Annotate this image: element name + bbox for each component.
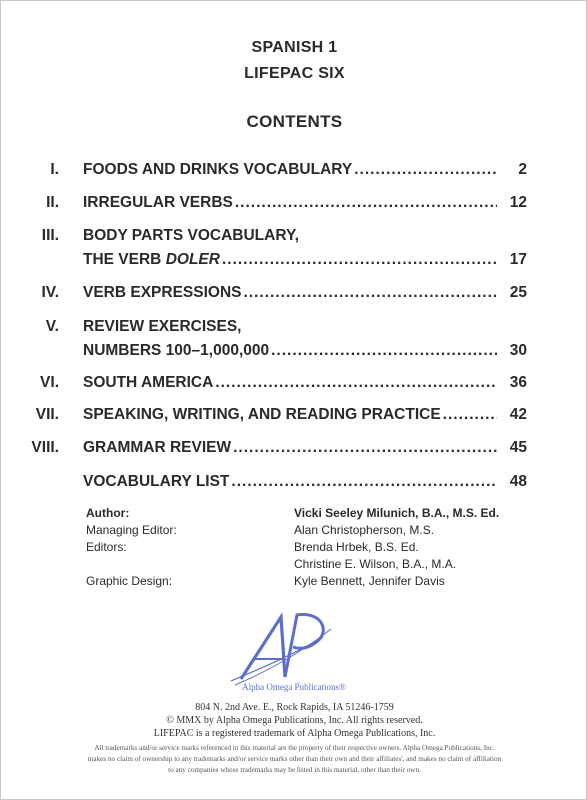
toc-page-number: 2 (518, 161, 527, 178)
toc-number: II. (46, 194, 59, 211)
graphic-design-label: Graphic Design: (86, 574, 173, 588)
toc-number: IV. (41, 284, 59, 301)
toc-entry (83, 374, 499, 392)
unit-title: LIFEPAC SIX (244, 65, 345, 82)
toc-number: III. (41, 227, 59, 244)
toc-page-number: 36 (509, 374, 527, 391)
publisher-logo (219, 607, 369, 697)
graphic-design-value: Kyle Bennett, Jennifer Davis (294, 574, 445, 588)
toc-title: FOODS AND DRINKS VOCABULARY (83, 161, 353, 178)
toc-entry (83, 251, 499, 269)
toc-entry (83, 342, 499, 360)
subject-title: SPANISH 1 (251, 39, 338, 56)
leader-dots (222, 251, 497, 269)
toc-entry (83, 161, 499, 179)
toc-number: I. (50, 161, 59, 178)
disclaimer-line: makes no claim of ownership to any trademarks and/or service marks other than their own and their affiliates', and makes no claim of affiliation (87, 755, 502, 763)
toc-number: V. (45, 318, 59, 335)
editors-value: Brenda Hrbek, B.S. Ed. (294, 540, 419, 554)
toc-number: VIII. (31, 439, 59, 456)
managing-editor-value: Alan Christopherson, M.S. (294, 523, 435, 537)
toc-title: IRREGULAR VERBS (83, 194, 233, 211)
toc-title: SPEAKING, WRITING, AND READING PRACTICE (83, 406, 441, 423)
toc-title-line2: THE VERB DOLER (83, 251, 220, 268)
toc-entry (83, 439, 499, 457)
toc-page-number: 25 (509, 284, 527, 301)
toc-title: VOCABULARY LIST (83, 473, 230, 490)
logo-caption: Alpha Omega Publications® (242, 682, 346, 692)
toc-page-number: 30 (509, 342, 527, 359)
toc-number: VII. (35, 406, 59, 423)
leader-dots (443, 406, 497, 424)
contents-heading: CONTENTS (246, 112, 343, 131)
author-value: Vicki Seeley Milunich, B.A., M.S. Ed. (294, 506, 500, 520)
toc-title: GRAMMAR REVIEW (83, 439, 232, 456)
toc-title-line2: NUMBERS 100–1,000,000 (83, 342, 270, 359)
editors-label: Editors: (86, 540, 127, 554)
toc-entry (83, 194, 499, 212)
leader-dots (235, 194, 497, 212)
toc-page-number: 17 (509, 251, 527, 268)
leader-dots (231, 473, 497, 491)
toc-page-number: 45 (509, 439, 527, 456)
leader-dots (233, 439, 497, 457)
toc-title-line1: REVIEW EXERCISES, (83, 318, 242, 335)
toc-page-number: 48 (509, 473, 527, 490)
toc-entry (83, 284, 499, 302)
editors-value: Christine E. Wilson, B.A., M.A. (294, 557, 457, 571)
toc-entry (83, 473, 499, 491)
leader-dots (215, 374, 497, 392)
disclaimer-line: All trademarks and/or service marks referenced in this material are the property of their respective owners. Alpha Omega Publications, Inc. (94, 744, 495, 752)
address: 804 N. 2nd Ave. E., Rock Rapids, IA 51246-1759 (195, 702, 394, 713)
managing-editor-label: Managing Editor: (86, 523, 177, 537)
toc-page-number: 42 (509, 406, 527, 423)
toc-page-number: 12 (509, 194, 527, 211)
toc-title-line1: BODY PARTS VOCABULARY, (83, 227, 299, 244)
author-label: Author: (86, 506, 130, 520)
copyright: © MMX by Alpha Omega Publications, Inc. All rights reserved. (166, 715, 423, 726)
toc-entry (83, 406, 499, 424)
toc-title: VERB EXPRESSIONS (83, 284, 242, 301)
toc-title: SOUTH AMERICA (83, 374, 214, 391)
leader-dots (271, 342, 497, 360)
leader-dots (354, 161, 497, 179)
leader-dots (244, 284, 498, 302)
disclaimer-line: to any companies whose trademarks may be listed in this material, other than their own. (168, 766, 421, 774)
trademark-notice: LIFEPAC is a registered trademark of Alpha Omega Publications, Inc. (153, 728, 436, 739)
toc-number: VI. (40, 374, 59, 391)
